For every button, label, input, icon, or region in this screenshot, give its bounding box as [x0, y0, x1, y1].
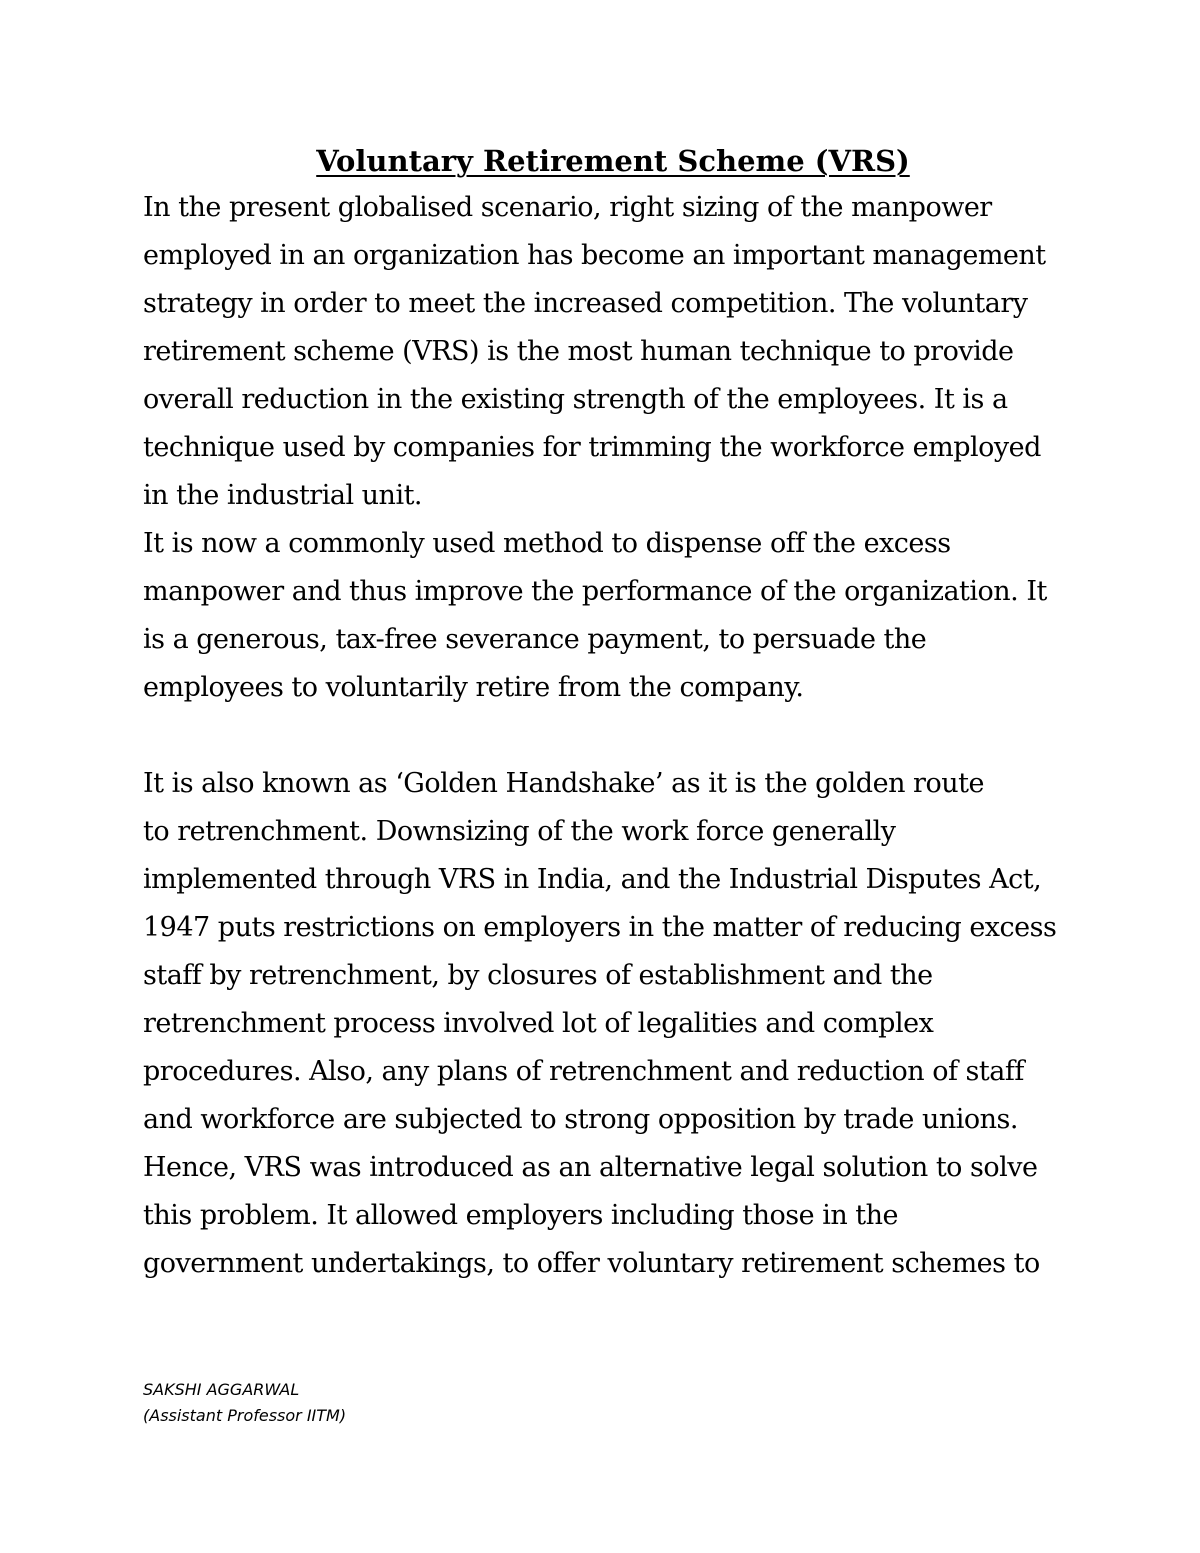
paragraph-line: to retrenchment. Downsizing of the work force generally: [143, 816, 896, 847]
paragraph-line: overall reduction in the existing strength of the employees. It is a: [143, 384, 1008, 415]
paragraph-line: Hence, VRS was introduced as an alternative legal solution to solve: [143, 1152, 1038, 1183]
footer-designation: (Assistant Professor IITM): [143, 1406, 347, 1425]
paragraph-line: this problem. It allowed employers including those in the: [143, 1200, 899, 1231]
paragraph-spacer: [143, 712, 1073, 760]
paragraph-line: procedures. Also, any plans of retrenchment and reduction of staff: [143, 1056, 1024, 1087]
paragraph-method: [143, 520, 1073, 712]
paragraph-line: in the industrial unit.: [143, 480, 423, 511]
paragraph-line: In the present globalised scenario, right sizing of the manpower: [143, 192, 992, 223]
document-body: [143, 138, 1073, 1288]
paragraph-line: retrenchment process involved lot of legalities and complex: [143, 1008, 934, 1039]
paragraph-line: implemented through VRS in India, and the Industrial Disputes Act,: [143, 864, 1042, 895]
document-title: [143, 138, 1073, 184]
paragraph-line: manpower and thus improve the performance of the organization. It: [143, 576, 1047, 607]
paragraph-line: government undertakings, to offer voluntary retirement schemes to: [143, 1248, 1040, 1279]
paragraph-line: 1947 puts restrictions on employers in the matter of reducing excess: [143, 912, 1057, 943]
paragraph-line: strategy in order to meet the increased competition. The voluntary: [143, 288, 1028, 319]
footer-author: SAKSHI AGGARWAL: [143, 1380, 300, 1399]
paragraph-line: employed in an organization has become an important management: [143, 240, 1046, 271]
paragraph-intro: [143, 184, 1073, 520]
document-title-text: Voluntary Retirement Scheme (VRS): [316, 144, 910, 178]
paragraph-line: It is now a commonly used method to dispense off the excess: [143, 528, 951, 559]
paragraph-golden-handshake: [143, 760, 1073, 1288]
paragraph-line: is a generous, tax-free severance payment, to persuade the: [143, 624, 927, 655]
paragraph-line: retirement scheme (VRS) is the most human technique to provide: [143, 336, 1014, 367]
paragraph-line: technique used by companies for trimming the workforce employed: [143, 432, 1041, 463]
paragraph-line: staff by retrenchment, by closures of establishment and the: [143, 960, 933, 991]
paragraph-line: It is also known as ‘Golden Handshake’ as it is the golden route: [143, 768, 984, 799]
paragraph-line: and workforce are subjected to strong opposition by trade unions.: [143, 1104, 1018, 1135]
page-footer: [143, 1377, 346, 1429]
paragraph-line: employees to voluntarily retire from the company.: [143, 672, 804, 703]
